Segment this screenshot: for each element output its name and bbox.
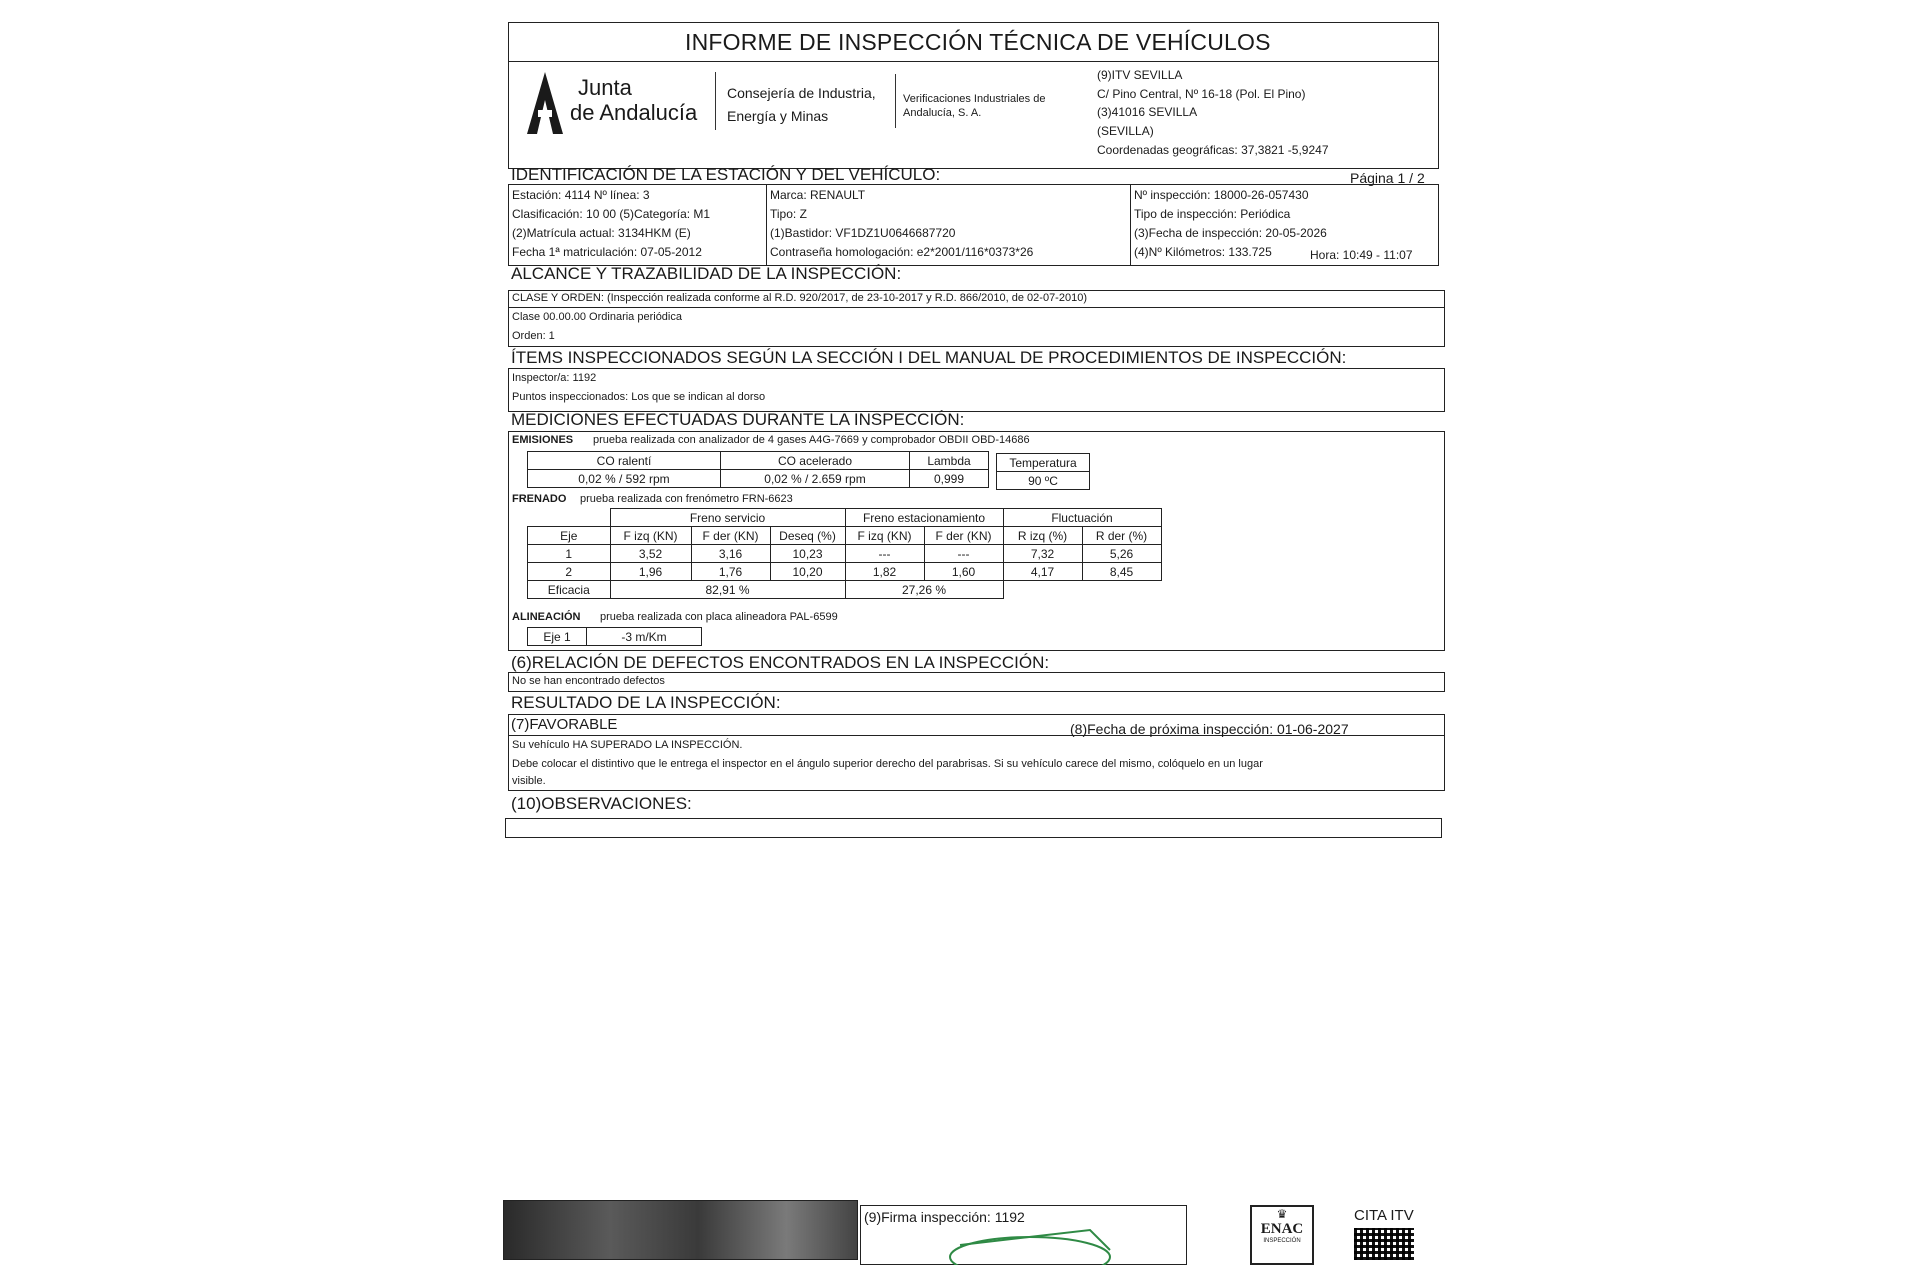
emis-header-lambda: Lambda [910, 452, 989, 470]
brake-cell: 7,32 [1003, 545, 1082, 563]
vehicle-photo [503, 1200, 858, 1260]
inspector-stamp [940, 1225, 1120, 1265]
brake-cell: --- [845, 545, 924, 563]
items-puntos: Puntos inspeccionados: Los que se indican al dorso [512, 391, 766, 403]
brake-cell: 5,26 [1082, 545, 1161, 563]
alignment-table [527, 627, 702, 646]
brake-cell: 2 [528, 563, 611, 581]
items-heading: ÍTEMS INSPECCIONADOS SEGÚN LA SECCIÓN I DEL MANUAL DE PROCEDIMIENTOS DE INSPECCIÓN: [511, 348, 1347, 367]
id-kilometros: (4)Nº Kilómetros: 133.725 [1134, 245, 1272, 259]
brake-cell: 3,52 [610, 545, 691, 563]
station-name: (9)ITV SEVILLA [1097, 68, 1183, 82]
alcance-heading: ALCANCE Y TRAZABILIDAD DE LA INSPECCIÓN: [511, 264, 902, 283]
id-tipo-inspeccion: Tipo de inspección: Periódica [1134, 207, 1291, 221]
emisiones-desc: prueba realizada con analizador de 4 gases A4G-7669 y comprobador OBDII OBD-14686 [593, 434, 1030, 446]
brake-col-deseq: Deseq (%) [770, 527, 845, 545]
distintivo-line2: visible. [512, 775, 546, 787]
eje1-value: -3 m/Km [587, 628, 702, 646]
items-inspector: Inspector/a: 1192 [512, 372, 597, 384]
verif-line1: Verificaciones Industriales de [903, 93, 1046, 105]
junta-andalucia-logo [525, 70, 565, 136]
verif-line2: Andalucía, S. A. [903, 107, 982, 119]
emis-value-lambda: 0,999 [910, 470, 989, 488]
items-box [508, 368, 1445, 412]
station-city: (3)41016 SEVILLA [1097, 105, 1198, 119]
alineacion-desc: prueba realizada con placa alineadora PAL-6599 [600, 611, 838, 623]
id-fecha-inspeccion: (3)Fecha de inspección: 20-05-2026 [1134, 226, 1327, 240]
brake-cell: 4,17 [1003, 563, 1082, 581]
freno-servicio-header: Freno servicio [610, 509, 845, 527]
emissions-table [527, 451, 989, 488]
brake-cell: 10,20 [770, 563, 845, 581]
id-hora: Hora: 10:49 - 11:07 [1310, 248, 1413, 262]
emis-header-co-ralenti: CO ralentí [528, 452, 721, 470]
id-num-inspeccion: Nº inspección: 18000-26-057430 [1134, 188, 1309, 202]
emis-value-co-acelerado: 0,02 % / 2.659 rpm [721, 470, 910, 488]
id-fecha-matriculacion: Fecha 1ª matriculación: 07-05-2012 [512, 245, 702, 259]
brake-cell: 10,23 [770, 545, 845, 563]
brake-cell: 1,82 [845, 563, 924, 581]
brake-cell: 1,76 [691, 563, 770, 581]
observaciones-box [505, 818, 1442, 838]
junta-line2: de Andalucía [570, 100, 698, 125]
enac-crown-icon: ♛ [1276, 1207, 1288, 1221]
brake-table [527, 508, 1162, 599]
brake-cell: 8,45 [1082, 563, 1161, 581]
enac-logo [1250, 1205, 1314, 1265]
id-col-divider-2 [1130, 184, 1131, 266]
station-address: C/ Pino Central, Nº 16-18 (Pol. El Pino) [1097, 87, 1306, 101]
logo-divider-2 [895, 74, 896, 128]
eje1-label: Eje 1 [528, 628, 587, 646]
qr-code-icon[interactable] [1354, 1228, 1414, 1260]
brake-row-eje2 [528, 563, 1162, 581]
distintivo-line1: Debe colocar el distintivo que le entrega el inspector en el ángulo superior derecho del parabrisas. Si su vehículo carece del mismo, colóquelo en un lugar [512, 758, 1263, 770]
cita-itv-label: CITA ITV [1354, 1207, 1414, 1224]
id-col-divider-1 [766, 184, 767, 266]
brake-col-fizq-estac: F izq (KN) [845, 527, 924, 545]
mediciones-heading: MEDICIONES EFECTUADAS DURANTE LA INSPECCIÓN: [511, 410, 965, 429]
report-title: INFORME DE INSPECCIÓN TÉCNICA DE VEHÍCULOS [685, 29, 1271, 55]
brake-col-fizq-serv: F izq (KN) [610, 527, 691, 545]
emisiones-label: EMISIONES [512, 434, 574, 446]
enac-text: ENAC [1260, 1221, 1304, 1237]
freno-estacionamiento-header: Freno estacionamiento [845, 509, 1003, 527]
brake-row-eje1 [528, 545, 1162, 563]
consejeria-line1: Consejería de Industria, [727, 85, 876, 101]
enac-sub: INSPECCIÓN [1263, 1238, 1301, 1244]
brake-col-rder: R der (%) [1082, 527, 1161, 545]
consejeria-line2: Energía y Minas [727, 108, 829, 124]
id-estacion: Estación: 4114 Nº línea: 3 [512, 188, 650, 202]
frenado-label: FRENADO [512, 493, 567, 505]
temp-value: 90 ºC [997, 472, 1090, 490]
eficacia-estacionamiento: 27,26 % [845, 581, 1003, 599]
fluctuacion-header: Fluctuación [1003, 509, 1161, 527]
id-matricula: (2)Matrícula actual: 3134HKM (E) [512, 226, 691, 240]
brake-col-fder-estac: F der (KN) [924, 527, 1003, 545]
resultado-superado: Su vehículo HA SUPERADO LA INSPECCIÓN. [512, 739, 743, 751]
eficacia-servicio: 82,91 % [610, 581, 845, 599]
frenado-desc: prueba realizada con frenómetro FRN-6623 [580, 493, 793, 505]
brake-cell: 1,96 [610, 563, 691, 581]
page-number: Página 1 / 2 [1350, 170, 1425, 186]
eficacia-label: Eficacia [528, 581, 611, 599]
proxima-inspeccion: (8)Fecha de próxima inspección: 01-06-2027 [1070, 721, 1349, 737]
id-contrasena: Contraseña homologación: e2*2001/116*0373*26 [770, 245, 1034, 259]
resultado-heading: RESULTADO DE LA INSPECCIÓN: [511, 693, 781, 712]
clase-orden-text: CLASE Y ORDEN: (Inspección realizada conforme al R.D. 920/2017, de 23-10-2017 y R.D. 866/2010, de 02-07-2010) [512, 292, 1087, 304]
id-marca: Marca: RENAULT [770, 188, 866, 202]
id-clasificacion: Clasificación: 10 00 (5)Categoría: M1 [512, 207, 711, 221]
logo-divider [715, 72, 716, 130]
emis-value-co-ralenti: 0,02 % / 592 rpm [528, 470, 721, 488]
brake-col-eje: Eje [528, 527, 611, 545]
brake-cell: 1,60 [924, 563, 1003, 581]
resultado-favorable: (7)FAVORABLE [511, 716, 618, 733]
brake-col-rizq: R izq (%) [1003, 527, 1082, 545]
clase-text: Clase 00.00.00 Ordinaria periódica [512, 311, 682, 323]
brake-cell: 3,16 [691, 545, 770, 563]
junta-line1: Junta [578, 75, 632, 100]
temperature-table [996, 453, 1090, 490]
identification-heading: IDENTIFICACIÓN DE LA ESTACIÓN Y DEL VEHÍCULO: [511, 165, 941, 184]
orden-text: Orden: 1 [512, 330, 555, 342]
id-tipo: Tipo: Z [770, 207, 807, 221]
station-province: (SEVILLA) [1097, 124, 1154, 138]
defectos-heading: (6)RELACIÓN DE DEFECTOS ENCONTRADOS EN LA INSPECCIÓN: [511, 653, 1050, 672]
brake-col-fder-serv: F der (KN) [691, 527, 770, 545]
alineacion-label: ALINEACIÓN [512, 611, 581, 623]
brake-cell: --- [924, 545, 1003, 563]
brake-row-eficacia [528, 581, 1162, 599]
id-bastidor: (1)Bastidor: VF1DZ1U0646687720 [770, 226, 956, 240]
emis-header-co-acelerado: CO acelerado [721, 452, 910, 470]
firma-label: (9)Firma inspección: 1192 [864, 1209, 1025, 1225]
temp-header: Temperatura [997, 454, 1090, 472]
brake-cell: 1 [528, 545, 611, 563]
defectos-text: No se han encontrado defectos [512, 675, 665, 687]
station-coords: Coordenadas geográficas: 37,3821 -5,9247 [1097, 143, 1329, 157]
observaciones-heading: (10)OBSERVACIONES: [511, 794, 692, 813]
